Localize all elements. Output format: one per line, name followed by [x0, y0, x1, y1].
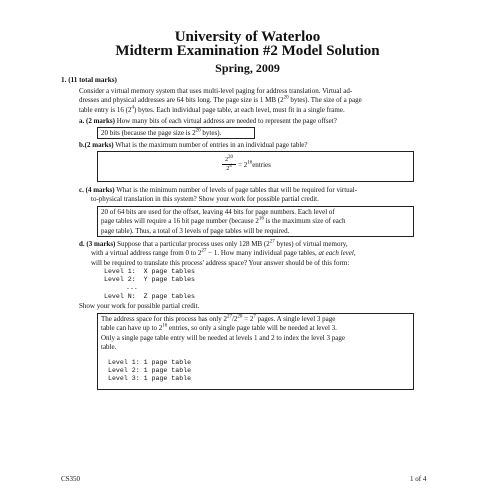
part-c-answer-box: 20 of 64 bits are used for the offset, leaving 44 bits for page numbers. Each level of page tables will require a 16 bit page number (because $2^{16}$ is the maximum size of each page table). Thus, a total of 3 levels of page tables will be required. [97, 206, 414, 237]
exam-term: Spring, 2009 [215, 61, 280, 75]
part-b-question: b.(2 marks) What is the maximum number of entries in an individual page table? [79, 141, 308, 149]
question-1-heading: 1. (11 total marks) [61, 76, 117, 84]
part-b-answer-box [97, 151, 414, 182]
part-d-question: d. (3 marks) Suppose that a particular process uses only 128 MB ($2^{27}$ bytes) of virtual memory, with a virtual address range from 0 to $2^{27} - 1$. How many individual page tables, at each level, will be required to translate this process' address space? Your answer should be of this form: [79, 239, 356, 267]
course-code: CS350 [61, 475, 81, 483]
exam-title: Midterm Examination #2 Model Solution [115, 43, 380, 59]
intro-line-3: table entry is 16 $(2^4)$ bytes. Each individual page table, at each level, must fit in a single frame. [79, 105, 345, 114]
page-number: 1 of 4 [410, 475, 427, 483]
intro-line-2: dresses and physical addresses are 64 bits long. The page size is 1 MB ($2^{20}$ bytes). The size of a page [79, 96, 362, 105]
part-a-answer-box: 20 bits (because the page size is $2^{20}$ bytes). [97, 127, 255, 139]
answer-form-template: Level 1: X page tables Level 2: Y page tables ... Level N: Z page tables [104, 268, 196, 300]
partial-credit-note: Show your work for possible partial credit. [79, 302, 200, 310]
page-table-entries-fraction: $2^{20}$ $2^4$ [222, 156, 236, 172]
part-d-answer-box: The address space for this process has only $2^{27}/2^{20} = 2^7$ pages. A single level 3 page table can have up to $2^{16}$ entries, so only a single page table will be needed at level 3. Only a single page table entry will be needed at levels 1 and 2 to index the level 3 page table. Level 1: 1 page table Level 2: 1 page table Level 3: 1 page table [97, 313, 414, 390]
part-b-answer: = $2^{16}entries$ [238, 160, 271, 169]
part-c-question: c. (4 marks) What is the minimum number of levels of page tables that will be required for virtual- to-physical translation in this system? Show your work for possible partial credit. [79, 186, 358, 204]
intro-line-1: Consider a virtual memory system that uses multi-level paging for address translation. Virtual ad- [79, 87, 353, 95]
question-1-intro [79, 87, 444, 115]
university-title: University of Waterloo [174, 29, 321, 45]
part-d-answer-levels: Level 1: 1 page table Level 2: 1 page table Level 3: 1 page table [108, 359, 192, 383]
part-a-question: a. (2 marks) How many bits of each virtual address are needed to represent the page offset? [79, 117, 337, 125]
